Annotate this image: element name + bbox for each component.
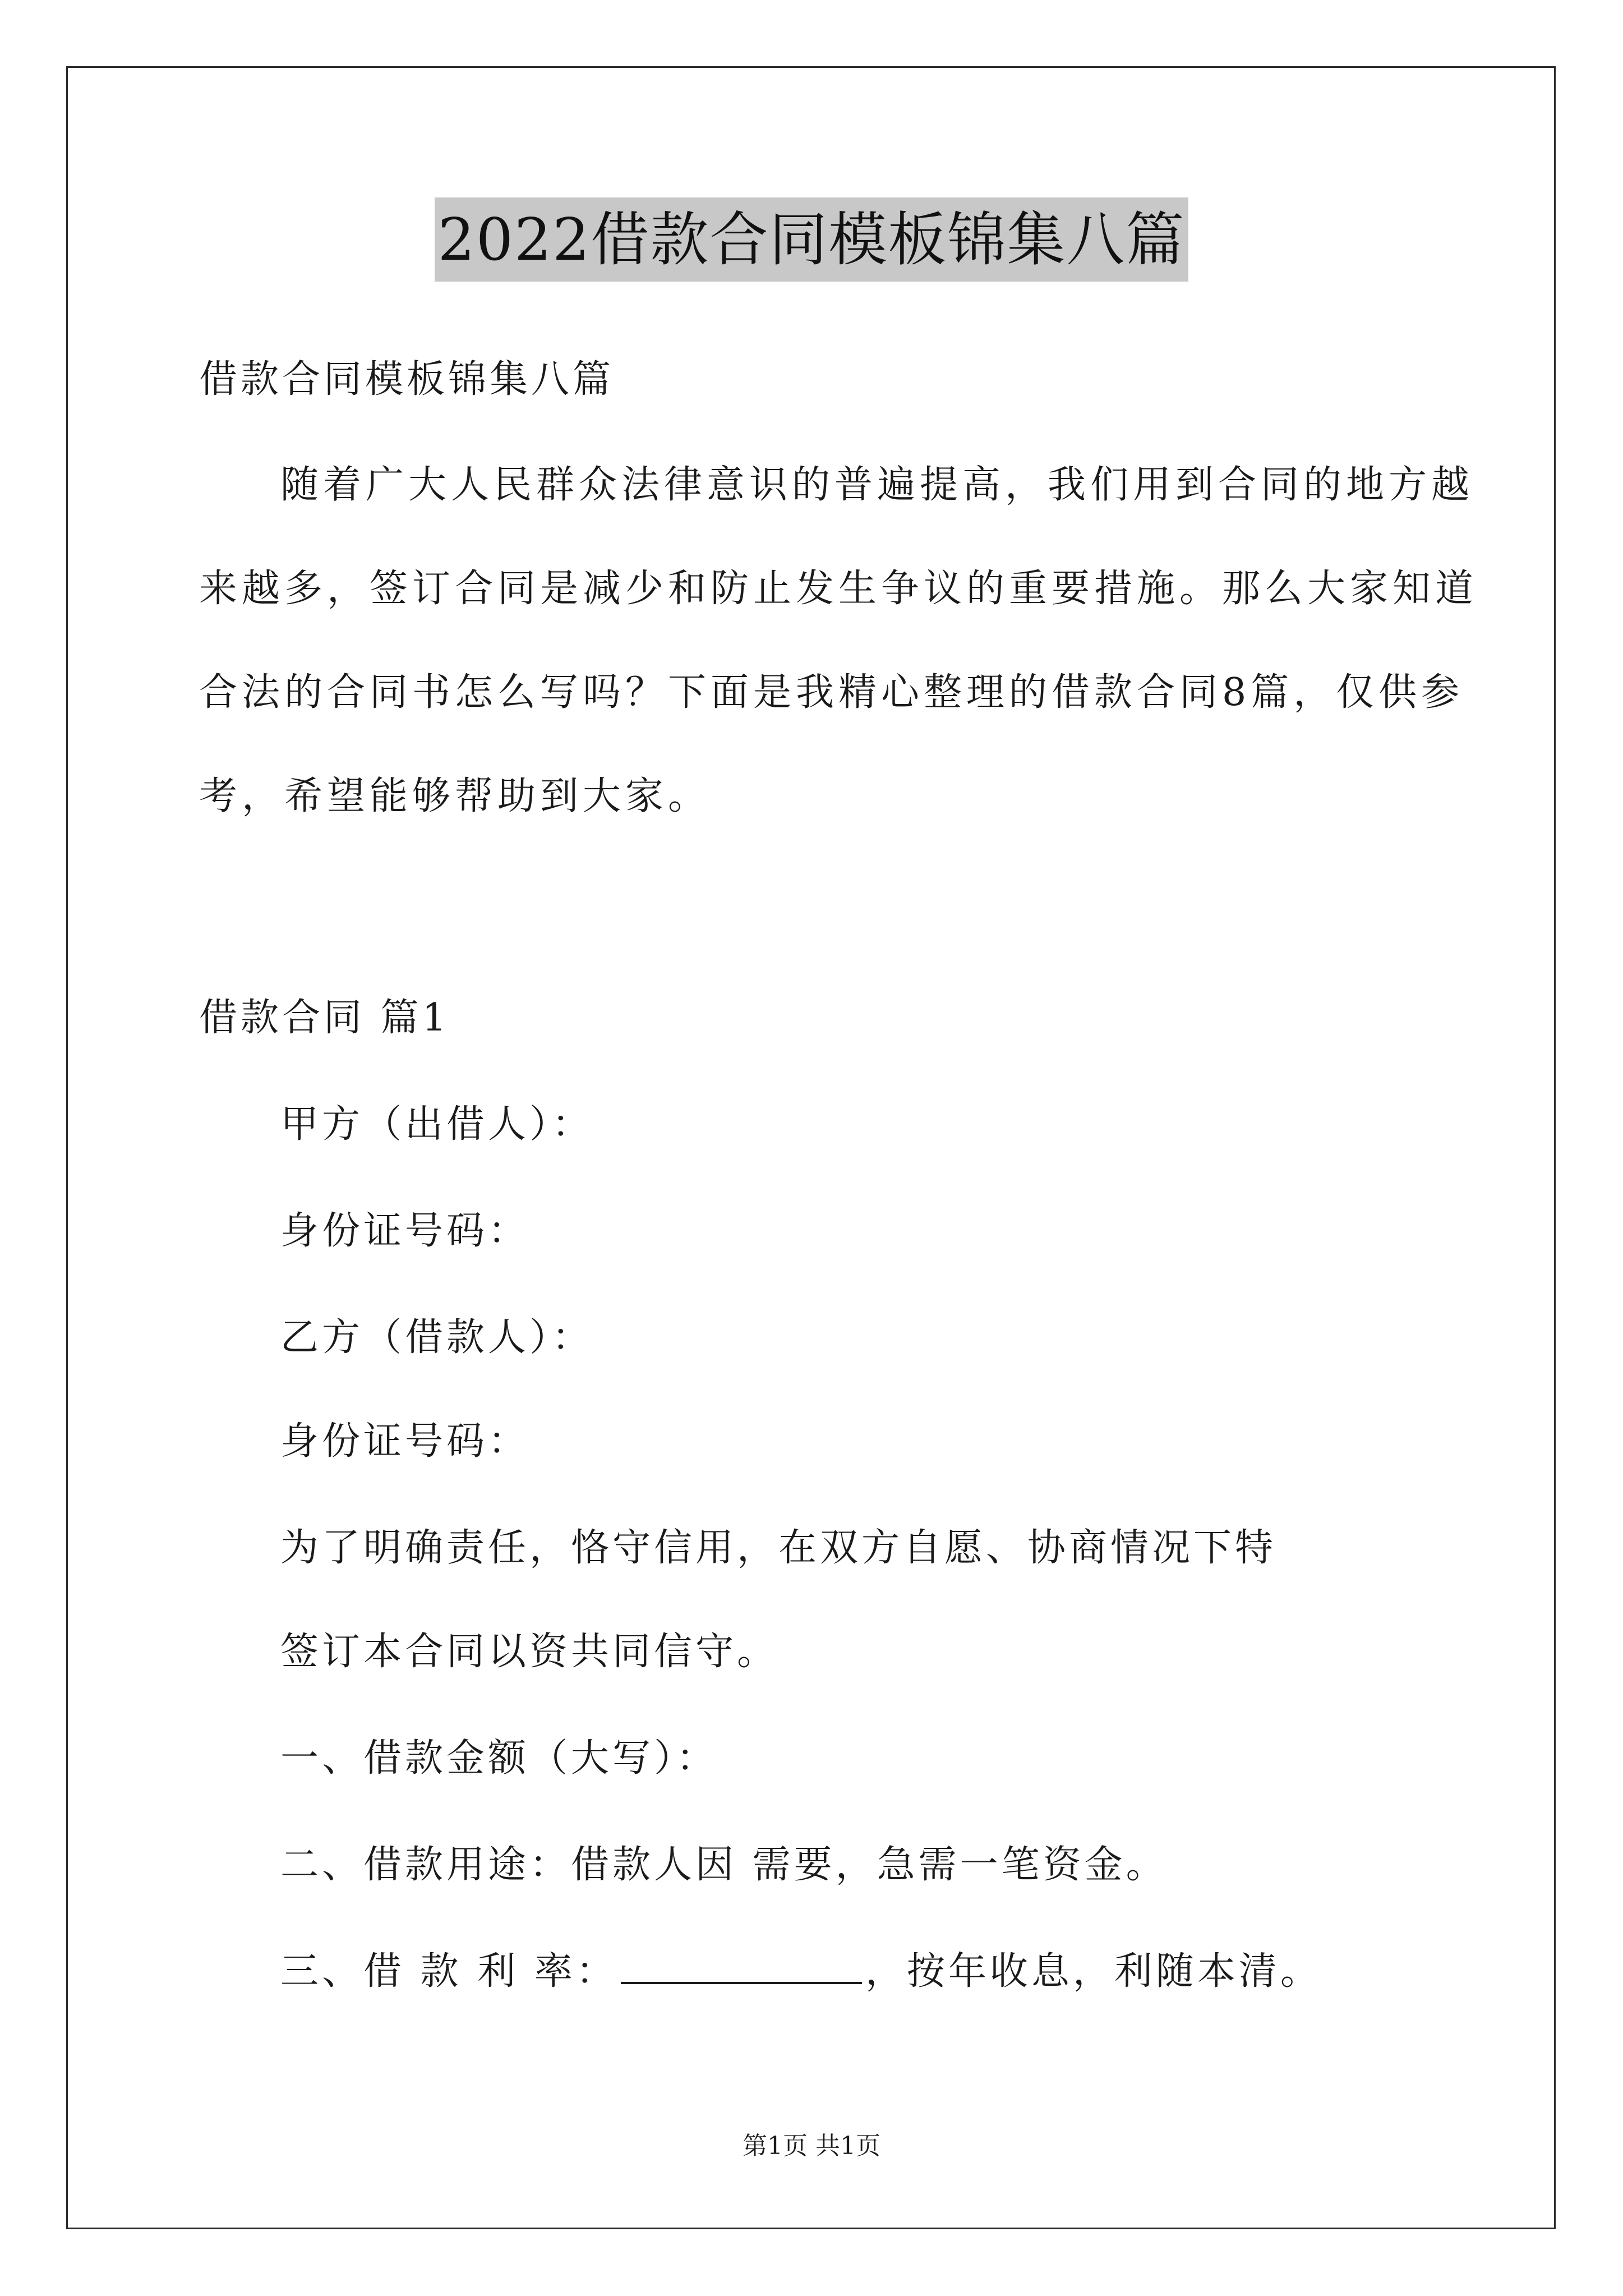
clause-loan-purpose: 二、借款用途：借款人因 需要，急需一笔资金。 [280,1843,1168,1887]
party-a-id-label: 身份证号码： [280,1209,530,1253]
intro-line-4: 考，希望能够帮助到大家。 [199,774,711,818]
intro-line-2: 来越多，签订合同是减少和防止发生争议的重要措施。那么大家知道 [199,567,1478,611]
party-b-label: 乙方（借款人）： [280,1315,594,1360]
purpose-line-2: 签订本合同以资共同信守。 [280,1630,779,1674]
intro-line-3: 合法的合同书怎么写吗？下面是我精心整理的借款合同8篇，仅供参 [199,670,1464,715]
intro-line-1: 随着广大人民群众法律意识的普遍提高，我们用到合同的地方越 [280,463,1474,507]
clause-interest-rate [280,1947,1322,1997]
interest-rate-blank [621,1947,862,1984]
interest-rate-suffix: ，按年收息，利随本清。 [865,1949,1322,1994]
page-footer: 第1页 共1页 [743,2132,880,2160]
title-wrap [0,197,1623,282]
document-subtitle: 借款合同模板锦集八篇 [199,357,615,402]
document-title: 2022借款合同模板锦集八篇 [435,197,1189,282]
section-heading: 借款合同 篇1 [199,996,450,1040]
clause-loan-amount: 一、借款金额（大写）： [280,1736,718,1780]
party-b-id-label: 身份证号码： [280,1419,530,1464]
interest-rate-label: 三、借 款 利 率： [280,1949,617,1994]
party-a-label: 甲方（出借人）： [280,1102,594,1147]
purpose-line-1: 为了明确责任，恪守信用，在双方自愿、协商情况下特 [280,1526,1277,1570]
